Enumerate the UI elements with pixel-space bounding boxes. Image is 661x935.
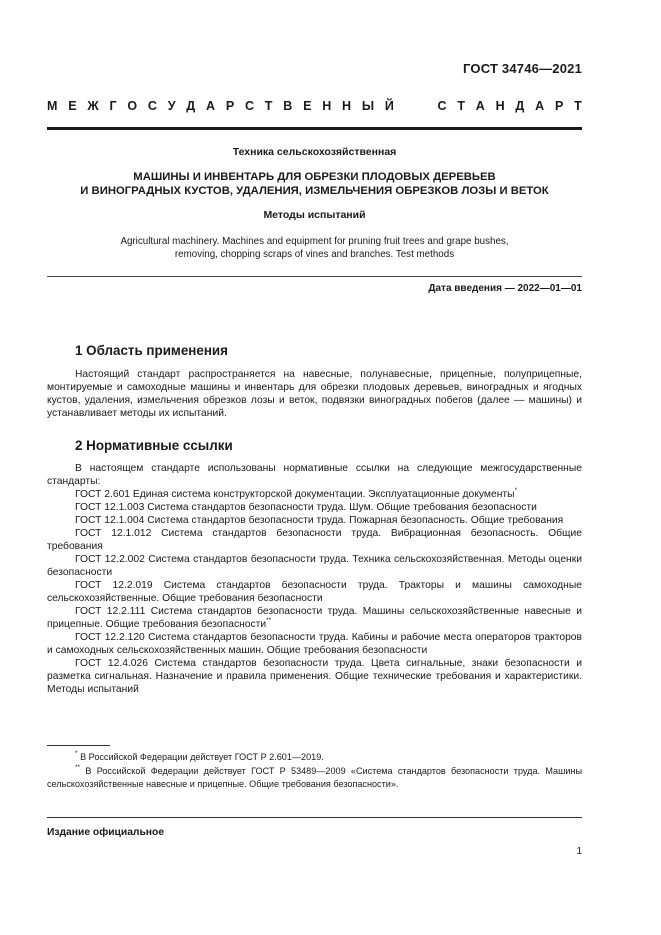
english-title-line: removing, chopping scraps of vines and branches. Test methods xyxy=(174,249,455,260)
footnotes xyxy=(47,751,582,792)
banner-letter: Н xyxy=(342,99,352,113)
banner-letter: Е xyxy=(68,99,77,113)
document-field: Техника сельскохозяйственная xyxy=(232,146,397,158)
banner-letter: Р xyxy=(554,99,564,113)
footnote: * В Российской Федерации действует ГОСТ Р 2.601—2019. xyxy=(75,749,324,762)
reference-item: ГОСТ 12.4.026 Система стандартов безопасности труда. Цвета сигнальные, знаки безопасности и разметка сигнальная. Назначение и правила применения. Общие технические требования и характеристики. Методы испытаний xyxy=(47,658,582,695)
banner-letter: Д xyxy=(515,99,525,113)
reference-item: ГОСТ 12.1.003 Система стандартов безопасности труда. Шум. Общие требования безопасности xyxy=(75,502,537,513)
banner-letter: У xyxy=(167,99,176,113)
reference-item: ГОСТ 12.2.019 Система стандартов безопасности труда. Тракторы и машины самоходные сельскохозяйственные. Общие требования безопасности xyxy=(47,580,582,604)
reference-item: ГОСТ 12.2.120 Система стандартов безопасности труда. Кабины и рабочие места операторов тракторов и самоходных сельскохозяйственных машин. Общие требования безопасности xyxy=(47,632,582,656)
banner-letter: А xyxy=(206,99,216,113)
reference-item: ГОСТ 12.2.111 Система стандартов безопасности труда. Машины сельскохозяйственные навесные и прицепные. Общие требования безопасности** xyxy=(47,606,582,630)
reference-item: ГОСТ 12.1.004 Система стандартов безопасности труда. Пожарная безопасность. Общие требования xyxy=(75,515,564,526)
section-scope-body xyxy=(47,368,582,420)
footnote-divider xyxy=(47,745,110,746)
banner-letter: А xyxy=(535,99,545,113)
document-id: ГОСТ 34746—2021 xyxy=(463,61,582,76)
banner-letter: Н xyxy=(495,99,505,113)
banner-gap xyxy=(405,99,427,113)
banner-letter: Ы xyxy=(361,99,375,113)
footnote: ** В Российской Федерации действует ГОСТ Р 53489—2009 «Система стандартов безопасности труда. Машины сельскохозяйственные навесные и прицепные. Общие требования безопасности». xyxy=(47,763,583,789)
banner-letter: С xyxy=(147,99,157,113)
banner-letter: Д xyxy=(186,99,196,113)
footnote-mark: ** xyxy=(266,616,272,624)
english-title-line: Agricultural machinery. Machines and equipment for pruning fruit trees and grape bushes, xyxy=(120,236,509,247)
document-title xyxy=(47,170,582,198)
title-line: И ВИНОГРАДНЫХ КУСТОВ, УДАЛЕНИЯ, ИЗМЕЛЬЧЕНИЯ ОБРЕЗКОВ ЛОЗЫ И ВЕТОК xyxy=(80,185,549,197)
banner-letter: Е xyxy=(303,99,312,113)
banner-letter: С xyxy=(244,99,254,113)
section-heading-references: 2 Нормативные ссылки xyxy=(75,438,233,453)
banner-letter: С xyxy=(437,99,447,113)
footnote-mark: * xyxy=(514,486,518,494)
banner-letter: В xyxy=(283,99,293,113)
standard-type-banner xyxy=(47,99,582,113)
paragraph: Настоящий стандарт распространяется на навесные, полунавесные, прицепные, полуприцепные, монтируемые и самоходные машины и инвентарь для обрезки плодовых деревьев, виноградных и ягодных кустов, удаления, измельчения обрезков лозы и веток, подвязки виноградных побегов (далее — машины) и устанавливает методы их испытаний. xyxy=(47,369,582,419)
banner-letter: Й xyxy=(384,99,394,113)
footer-divider xyxy=(47,817,582,818)
title-divider xyxy=(47,276,582,277)
title-line: МАШИНЫ И ИНВЕНТАРЬ ДЛЯ ОБРЕЗКИ ПЛОДОВЫХ ДЕРЕВЬЕВ xyxy=(133,171,496,183)
reference-item: ГОСТ 12.1.012 Система стандартов безопасности труда. Вибрационная безопасность. Общие требования xyxy=(47,528,582,552)
banner-letter: Т xyxy=(264,99,273,113)
reference-item: ГОСТ 12.2.002 Система стандартов безопасности труда. Техника сельскохозяйственная. Методы оценки безопасности xyxy=(47,554,582,578)
reference-item: ГОСТ 2.601 Единая система конструкторской документации. Эксплуатационные документы* xyxy=(75,486,518,500)
banner-letter: Г xyxy=(109,99,117,113)
english-title xyxy=(47,235,582,261)
banner-letter: Т xyxy=(457,99,465,113)
edition-label: Издание официальное xyxy=(47,827,165,838)
banner-letter: Ж xyxy=(87,99,99,113)
banner-letter: Р xyxy=(225,99,235,113)
section-references-body xyxy=(47,462,582,696)
document-subtitle: Методы испытаний xyxy=(263,209,366,221)
header-divider xyxy=(47,127,582,130)
page-number: 1 xyxy=(576,846,582,857)
introduction-date: Дата введения — 2022—01—01 xyxy=(428,283,582,294)
banner-letter: А xyxy=(475,99,485,113)
banner-letter: О xyxy=(127,99,138,113)
section-heading-scope: 1 Область применения xyxy=(75,343,228,358)
banner-letter: Н xyxy=(322,99,332,113)
paragraph: В настоящем стандарте использованы нормативные ссылки на следующие межгосударственные стандарты: xyxy=(47,463,582,487)
banner-letter: М xyxy=(47,99,58,113)
banner-letter: Т xyxy=(574,99,582,113)
